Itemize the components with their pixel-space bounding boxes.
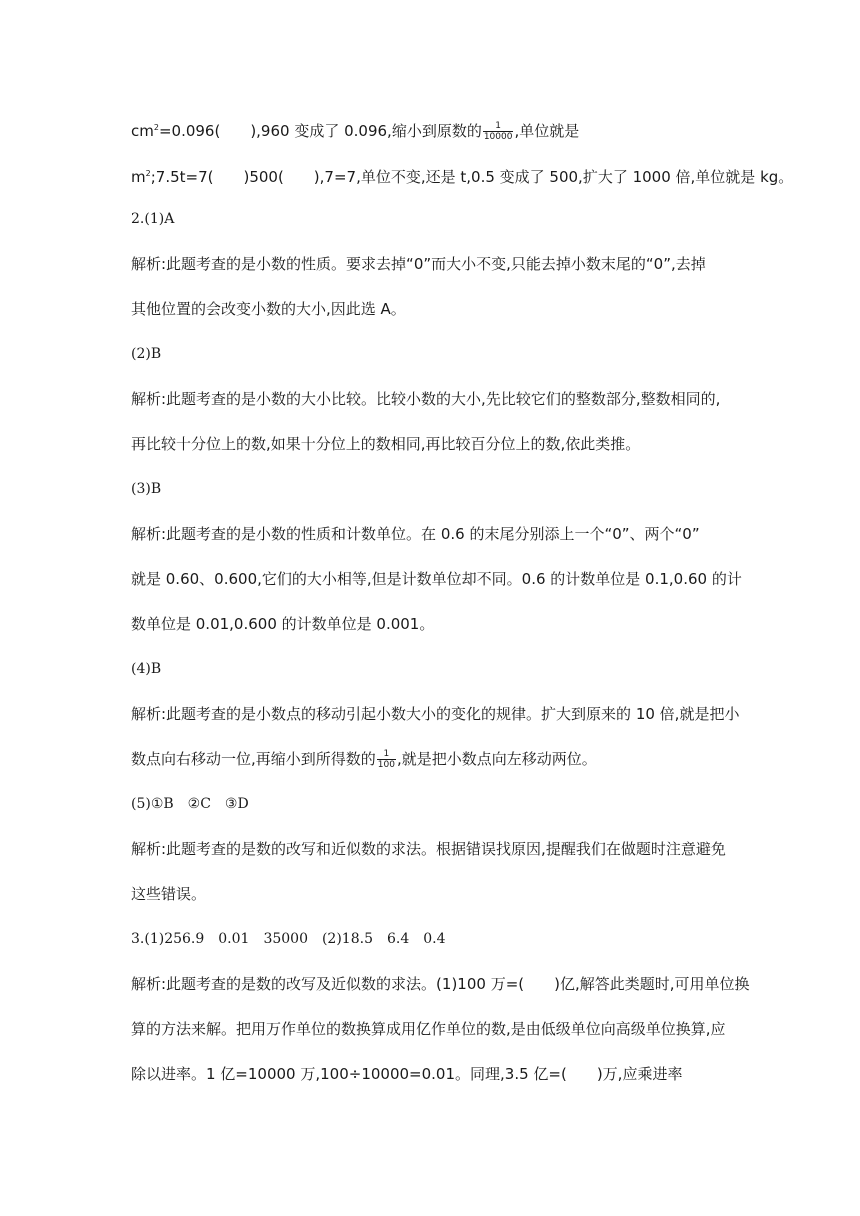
fraction [377,749,396,770]
fraction-numerator: 1 [495,121,502,131]
text-line [131,164,800,187]
unit-text: cm [131,122,154,140]
answer-2-3: (3)B [131,481,162,497]
explanation-line: 再比较十分位上的数,如果十分位上的数相同,再比较百分位上的数,依此类推。 [131,435,641,453]
explanation-line: 解析:此题考查的是数的改写和近似数的求法。根据错误找原因,提醒我们在做题时注意避免 [131,840,726,858]
answer-2-5: (5)①B ②C ③D [131,796,249,812]
unit-text: m [131,168,146,186]
explanation-line: 除以进率。1 亿=10000 万,100÷10000=0.01。同理,3.5 亿=( )万,应乘进率 [131,1065,683,1083]
line-text: ;7.5t=7( )500( ),7=7,单位不变,还是 t,0.5 变成了 500,扩大了 1000 倍,单位就是 kg。 [150,168,794,186]
answer-3: 3.(1)256.9 0.01 35000 (2)18.5 6.4 0.4 [131,931,446,947]
explanation-line: 解析:此题考查的是小数的性质。要求去掉“0”而大小不变,只能去掉小数末尾的“0”,去掉 [131,255,706,273]
explanation-line: 解析:此题考查的是数的改写及近似数的求法。(1)100 万=( )亿,解答此类题时,可用单位换 [131,975,750,993]
fraction-numerator: 1 [383,749,390,759]
fraction-denominator: 100 [377,760,395,770]
explanation-line: 算的方法来解。把用万作单位的数换算成用亿作单位的数,是由低级单位向高级单位换算,应 [131,1020,726,1038]
explanation-line: 其他位置的会改变小数的大小,因此选 A。 [131,300,406,318]
line-text: ,单位就是 [514,122,580,140]
fraction-denominator: 10000 [483,132,513,142]
fraction [483,121,514,142]
superscript: 2 [153,123,159,132]
explanation-line: 数单位是 0.01,0.600 的计数单位是 0.001。 [131,615,435,633]
explanation-line [131,749,800,770]
explanation-line: 解析:此题考查的是小数点的移动引起小数大小的变化的规律。扩大到原来的 10 倍,就是把小 [131,705,740,723]
text-line [131,118,800,142]
answer-2-1: 2.(1)A [131,211,175,227]
explanation-line: 就是 0.60、0.600,它们的大小相等,但是计数单位却不同。0.6 的计数单位是 0.1,0.60 的计 [131,570,742,588]
line-text: ,就是把小数点向左移动两位。 [396,750,597,768]
line-text: 数点向右移动一位,再缩小到所得数的 [131,750,376,768]
line-text: =0.096( ),960 变成了 0.096,缩小到原数的 [158,122,482,140]
explanation-line: 解析:此题考查的是小数的性质和计数单位。在 0.6 的末尾分别添上一个“0”、两个“0” [131,525,700,543]
answer-2-4: (4)B [131,661,162,677]
answer-2-2: (2)B [131,346,162,362]
superscript: 2 [145,169,151,178]
explanation-line: 解析:此题考查的是小数的大小比较。比较小数的大小,先比较它们的整数部分,整数相同的, [131,390,721,408]
explanation-line: 这些错误。 [131,885,207,903]
